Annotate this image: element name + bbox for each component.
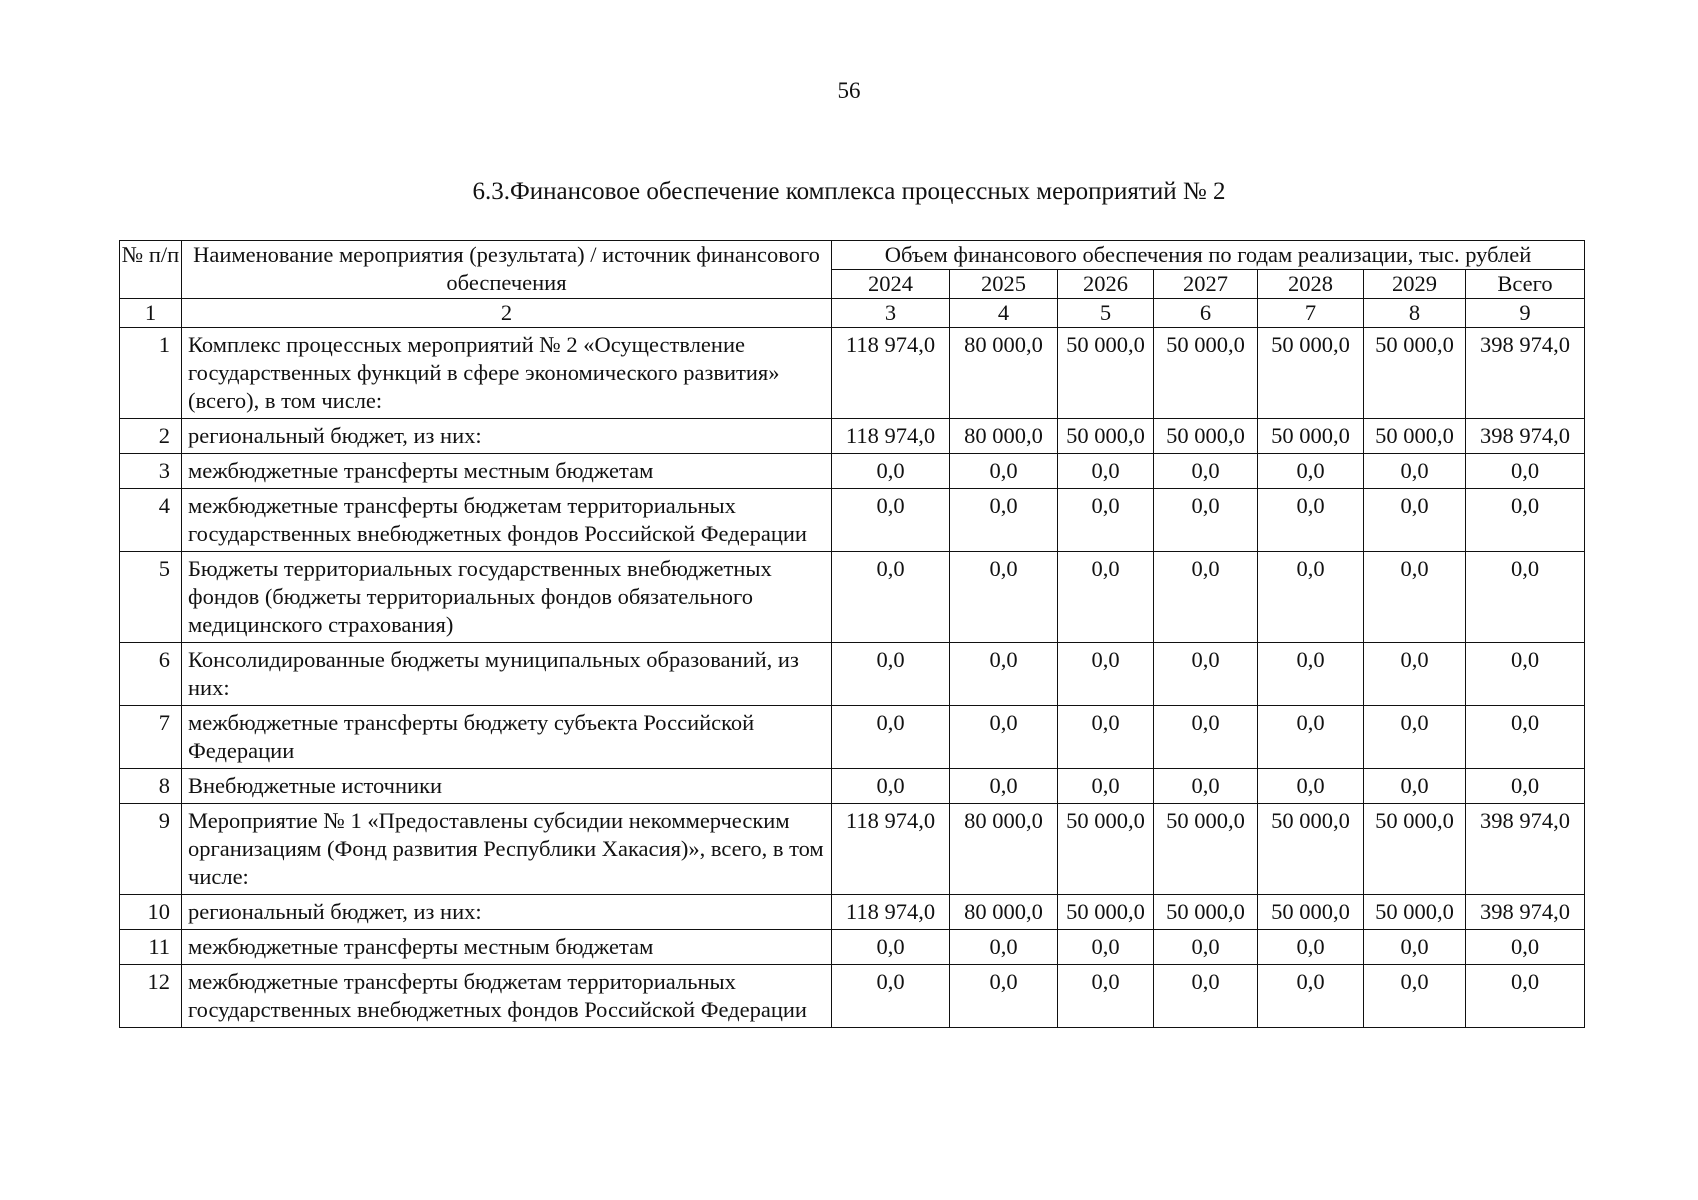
table-row: [120, 489, 1585, 552]
value-cell: 50 000,0: [1058, 419, 1154, 454]
value-cell: 50 000,0: [1154, 419, 1258, 454]
value-cell: 50 000,0: [1058, 328, 1154, 419]
value-cell: 50 000,0: [1258, 895, 1364, 930]
value-cell: 50 000,0: [1258, 419, 1364, 454]
table-row: [120, 895, 1585, 930]
header-year: 2024: [832, 270, 950, 299]
value-cell: 0,0: [950, 930, 1058, 965]
value-cell: 118 974,0: [832, 419, 950, 454]
row-number: 9: [120, 804, 182, 895]
value-cell: 0,0: [1058, 552, 1154, 643]
row-number: 1: [120, 328, 182, 419]
value-cell: 0,0: [1466, 965, 1585, 1028]
row-number: 10: [120, 895, 182, 930]
value-cell: 0,0: [1466, 552, 1585, 643]
value-cell: 0,0: [1364, 706, 1466, 769]
row-name: региональный бюджет, из них:: [182, 419, 832, 454]
value-cell: 0,0: [950, 769, 1058, 804]
value-cell: 0,0: [1364, 454, 1466, 489]
column-index-cell: 9: [1466, 299, 1585, 328]
header-year: 2029: [1364, 270, 1466, 299]
value-cell: 0,0: [1058, 489, 1154, 552]
value-cell: 0,0: [950, 454, 1058, 489]
value-cell: 0,0: [1364, 489, 1466, 552]
table-header: [120, 241, 1585, 299]
value-cell: 0,0: [832, 643, 950, 706]
value-cell: 0,0: [832, 706, 950, 769]
value-cell: 0,0: [950, 552, 1058, 643]
row-name: межбюджетные трансферты бюджетам территориальных государственных внебюджетных фондов Российской Федерации: [182, 489, 832, 552]
table-row: [120, 769, 1585, 804]
row-name: Комплекс процессных мероприятий № 2 «Осуществление государственных функций в сфере экономического развития» (всего), в том числе:: [182, 328, 832, 419]
header-year: 2027: [1154, 270, 1258, 299]
value-cell: 50 000,0: [1364, 328, 1466, 419]
value-cell: 398 974,0: [1466, 328, 1585, 419]
value-cell: 0,0: [1364, 965, 1466, 1028]
table-row: [120, 454, 1585, 489]
row-name: Мероприятие № 1 «Предоставлены субсидии некоммерческим организациям (Фонд развития Республики Хакасия)», всего, в том числе:: [182, 804, 832, 895]
value-cell: 0,0: [1258, 454, 1364, 489]
header-volume: Объем финансового обеспечения по годам реализации, тыс. рублей: [832, 241, 1585, 270]
value-cell: 0,0: [1364, 769, 1466, 804]
value-cell: 0,0: [1364, 552, 1466, 643]
value-cell: 0,0: [1258, 769, 1364, 804]
column-index-cell: 3: [832, 299, 950, 328]
value-cell: 80 000,0: [950, 419, 1058, 454]
row-name: межбюджетные трансферты бюджетам территориальных государственных внебюджетных фондов Российской Федерации: [182, 965, 832, 1028]
value-cell: 0,0: [1258, 489, 1364, 552]
value-cell: 0,0: [1258, 643, 1364, 706]
value-cell: 0,0: [950, 965, 1058, 1028]
header-year: Всего: [1466, 270, 1585, 299]
value-cell: 0,0: [1154, 706, 1258, 769]
value-cell: 0,0: [950, 643, 1058, 706]
value-cell: 398 974,0: [1466, 804, 1585, 895]
header-year: 2025: [950, 270, 1058, 299]
value-cell: 0,0: [1466, 930, 1585, 965]
financing-table: [119, 240, 1585, 1028]
value-cell: 398 974,0: [1466, 895, 1585, 930]
row-name: межбюджетные трансферты местным бюджетам: [182, 930, 832, 965]
column-index-cell: 5: [1058, 299, 1154, 328]
value-cell: 80 000,0: [950, 328, 1058, 419]
value-cell: 398 974,0: [1466, 419, 1585, 454]
row-number: 2: [120, 419, 182, 454]
row-number: 7: [120, 706, 182, 769]
value-cell: 0,0: [1364, 643, 1466, 706]
column-index-cell: 4: [950, 299, 1058, 328]
value-cell: 0,0: [1058, 769, 1154, 804]
value-cell: 50 000,0: [1258, 804, 1364, 895]
value-cell: 0,0: [1154, 769, 1258, 804]
value-cell: 118 974,0: [832, 328, 950, 419]
value-cell: 0,0: [832, 489, 950, 552]
header-year: 2026: [1058, 270, 1154, 299]
value-cell: 0,0: [1058, 930, 1154, 965]
table-row: [120, 328, 1585, 419]
value-cell: 0,0: [1058, 706, 1154, 769]
value-cell: 80 000,0: [950, 804, 1058, 895]
value-cell: 0,0: [1364, 930, 1466, 965]
header-num: № п/п: [120, 241, 182, 299]
row-name: Внебюджетные источники: [182, 769, 832, 804]
column-index-cell: 6: [1154, 299, 1258, 328]
value-cell: 0,0: [950, 489, 1058, 552]
column-index-cell: 2: [182, 299, 832, 328]
table-row: [120, 552, 1585, 643]
value-cell: 0,0: [832, 965, 950, 1028]
table-row: [120, 643, 1585, 706]
value-cell: 118 974,0: [832, 895, 950, 930]
row-number: 12: [120, 965, 182, 1028]
page-number: 56: [837, 78, 861, 103]
table-row: [120, 804, 1585, 895]
value-cell: 0,0: [832, 552, 950, 643]
value-cell: 0,0: [1466, 643, 1585, 706]
value-cell: 0,0: [950, 706, 1058, 769]
value-cell: 0,0: [832, 769, 950, 804]
value-cell: 50 000,0: [1154, 328, 1258, 419]
row-number: 11: [120, 930, 182, 965]
value-cell: 50 000,0: [1364, 895, 1466, 930]
value-cell: 0,0: [1154, 930, 1258, 965]
value-cell: 0,0: [1258, 552, 1364, 643]
row-name: межбюджетные трансферты местным бюджетам: [182, 454, 832, 489]
value-cell: 0,0: [832, 930, 950, 965]
value-cell: 50 000,0: [1364, 804, 1466, 895]
value-cell: 50 000,0: [1154, 895, 1258, 930]
value-cell: 0,0: [1466, 706, 1585, 769]
row-number: 5: [120, 552, 182, 643]
value-cell: 50 000,0: [1058, 895, 1154, 930]
value-cell: 0,0: [1258, 965, 1364, 1028]
value-cell: 50 000,0: [1364, 419, 1466, 454]
column-index-cell: 7: [1258, 299, 1364, 328]
value-cell: 0,0: [1466, 454, 1585, 489]
row-name: межбюджетные трансферты бюджету субъекта Российской Федерации: [182, 706, 832, 769]
value-cell: 50 000,0: [1154, 804, 1258, 895]
column-index-cell: 1: [120, 299, 182, 328]
value-cell: 50 000,0: [1058, 804, 1154, 895]
value-cell: 0,0: [1154, 552, 1258, 643]
value-cell: 0,0: [1258, 706, 1364, 769]
header-name: Наименование мероприятия (результата) / источник финансового обеспечения: [182, 241, 832, 299]
value-cell: 0,0: [1154, 489, 1258, 552]
row-name: Консолидированные бюджеты муниципальных образований, из них:: [182, 643, 832, 706]
value-cell: 50 000,0: [1258, 328, 1364, 419]
value-cell: 0,0: [1058, 454, 1154, 489]
row-name: региональный бюджет, из них:: [182, 895, 832, 930]
value-cell: 0,0: [1058, 965, 1154, 1028]
value-cell: 0,0: [1154, 454, 1258, 489]
table-row: [120, 419, 1585, 454]
row-name: Бюджеты территориальных государственных внебюджетных фондов (бюджеты территориальных фондов обязательного медицинского страхования): [182, 552, 832, 643]
value-cell: 0,0: [832, 454, 950, 489]
value-cell: 0,0: [1466, 489, 1585, 552]
document-title: 6.3.Финансовое обеспечение комплекса процессных мероприятий № 2: [472, 178, 1226, 205]
row-number: 3: [120, 454, 182, 489]
value-cell: 80 000,0: [950, 895, 1058, 930]
table-row: [120, 706, 1585, 769]
value-cell: 0,0: [1258, 930, 1364, 965]
value-cell: 0,0: [1466, 769, 1585, 804]
header-year: 2028: [1258, 270, 1364, 299]
row-number: 6: [120, 643, 182, 706]
value-cell: 0,0: [1058, 643, 1154, 706]
column-index-cell: 8: [1364, 299, 1466, 328]
row-number: 8: [120, 769, 182, 804]
table-row: [120, 930, 1585, 965]
value-cell: 0,0: [1154, 643, 1258, 706]
table-row: [120, 965, 1585, 1028]
value-cell: 0,0: [1154, 965, 1258, 1028]
row-number: 4: [120, 489, 182, 552]
value-cell: 118 974,0: [832, 804, 950, 895]
